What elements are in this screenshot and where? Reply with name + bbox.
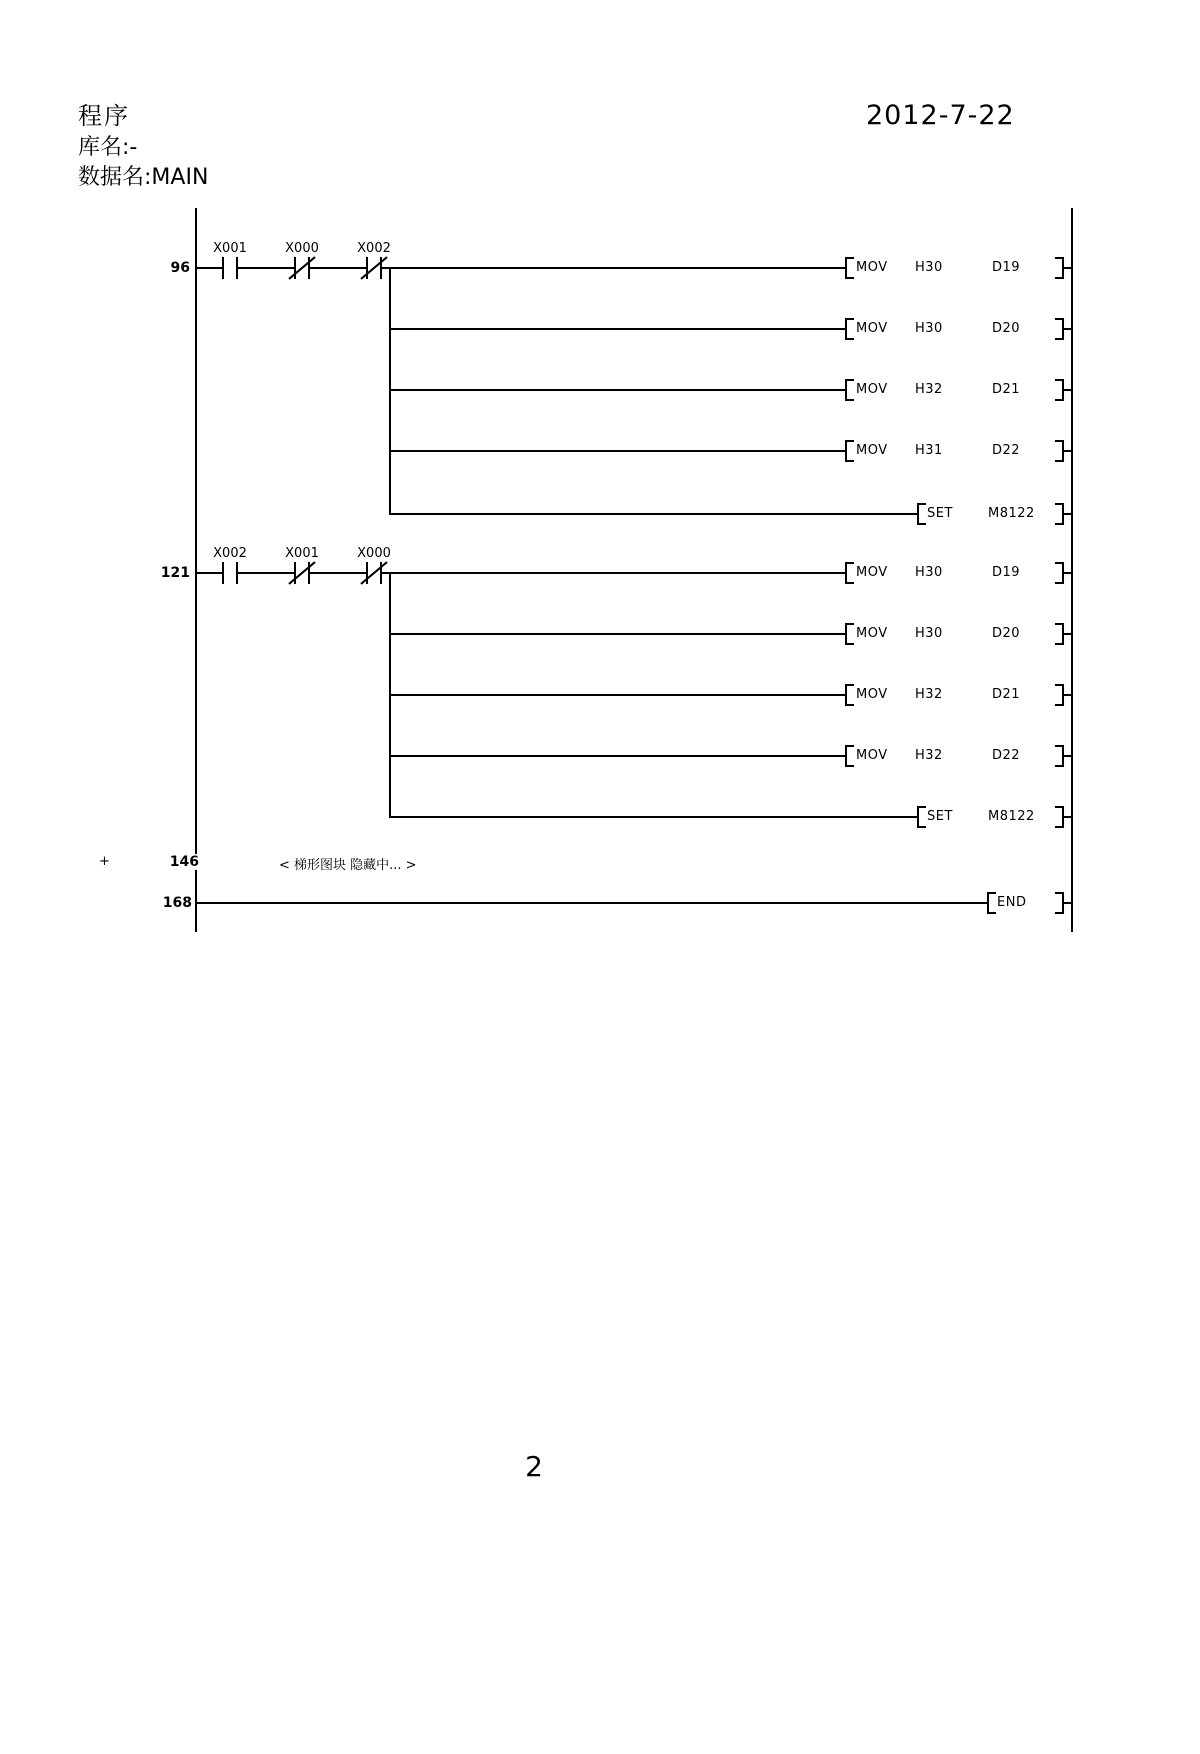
collapsed-block-comment: < 梯形图块 隐藏中... > (279, 858, 417, 873)
instruction-opcode: MOV (856, 687, 888, 702)
branch-line (390, 816, 917, 818)
instruction-opcode: SET (927, 809, 953, 824)
instruction-operand1: H31 (915, 443, 943, 458)
branch-line (390, 755, 845, 757)
instruction-operand1: H30 (915, 260, 943, 275)
instruction-operand1: H30 (915, 565, 943, 580)
contact-label: X002 (213, 546, 247, 561)
instruction-operand2: D19 (992, 565, 1021, 580)
contact-label: X001 (285, 546, 319, 561)
open-bracket (845, 379, 847, 401)
instruction-opcode: MOV (856, 565, 888, 580)
rung-line (197, 902, 987, 904)
instruction-operand2: D19 (992, 260, 1021, 275)
instruction-opcode: MOV (856, 260, 888, 275)
instruction-operand1: M8122 (988, 506, 1035, 521)
contact-no (222, 562, 238, 584)
print-date: 2012-7-22 (866, 100, 1015, 131)
open-bracket (845, 562, 847, 584)
instruction-opcode: MOV (856, 748, 888, 763)
collapsed-step-number: 146 (155, 854, 199, 870)
instruction-opcode: MOV (856, 443, 888, 458)
instruction-opcode: SET (927, 506, 953, 521)
collapsed-plus-icon: + (99, 854, 110, 869)
open-bracket (845, 623, 847, 645)
branch-line (390, 694, 845, 696)
dataname-label: 数据名: (78, 165, 152, 190)
page-title: 程序 (78, 102, 130, 130)
instruction-operand2: D21 (992, 687, 1021, 702)
instruction-opcode: MOV (856, 626, 888, 641)
open-bracket (845, 745, 847, 767)
open-bracket (845, 684, 847, 706)
bracket-connector (1064, 389, 1071, 391)
left-bus-bar (195, 208, 197, 932)
instruction-opcode: END (997, 895, 1027, 910)
bracket-connector (1064, 328, 1071, 330)
instruction-operand1: H30 (915, 626, 943, 641)
instruction-opcode: MOV (856, 382, 888, 397)
branch-line (390, 633, 845, 635)
instruction-operand1: M8122 (988, 809, 1035, 824)
contact-nc (366, 562, 382, 584)
instruction-operand2: D20 (992, 321, 1021, 336)
bracket-connector (1064, 816, 1071, 818)
instruction-opcode: MOV (856, 321, 888, 336)
bracket-connector (1064, 513, 1071, 515)
open-bracket (917, 503, 919, 525)
bracket-connector (1064, 902, 1071, 904)
bracket-connector (1064, 755, 1071, 757)
branch-line (390, 328, 845, 330)
contact-nc (294, 562, 310, 584)
instruction-operand1: H32 (915, 748, 943, 763)
contact-label: X002 (357, 241, 391, 256)
instruction-operand1: H32 (915, 382, 943, 397)
bracket-connector (1064, 694, 1071, 696)
bracket-connector (1064, 633, 1071, 635)
branch-line (390, 389, 845, 391)
instruction-operand2: D22 (992, 443, 1021, 458)
dataname-value: MAIN (151, 165, 209, 190)
instruction-operand1: H30 (915, 321, 943, 336)
contact-label: X000 (357, 546, 391, 561)
dataname-row (78, 160, 208, 191)
open-bracket (845, 257, 847, 279)
open-bracket (845, 318, 847, 340)
bracket-connector (1064, 572, 1071, 574)
library-value: - (129, 135, 138, 160)
open-bracket (845, 440, 847, 462)
contact-nc (294, 257, 310, 279)
bracket-connector (1064, 267, 1071, 269)
step-number: 168 (152, 895, 192, 911)
contact-no (222, 257, 238, 279)
branch-line (390, 450, 845, 452)
page-number: 2 (525, 1450, 543, 1483)
step-number: 96 (150, 260, 190, 276)
open-bracket (917, 806, 919, 828)
instruction-operand1: H32 (915, 687, 943, 702)
bracket-connector (1064, 450, 1071, 452)
library-label: 库名: (78, 135, 130, 160)
right-bus-bar (1071, 208, 1073, 932)
branch-vertical-line (389, 267, 391, 515)
contact-label: X001 (213, 241, 247, 256)
step-number: 121 (150, 565, 190, 581)
branch-line (390, 513, 917, 515)
library-row (78, 130, 137, 161)
open-bracket (987, 892, 989, 914)
contact-label: X000 (285, 241, 319, 256)
instruction-operand2: D21 (992, 382, 1021, 397)
instruction-operand2: D20 (992, 626, 1021, 641)
instruction-operand2: D22 (992, 748, 1021, 763)
contact-nc (366, 257, 382, 279)
